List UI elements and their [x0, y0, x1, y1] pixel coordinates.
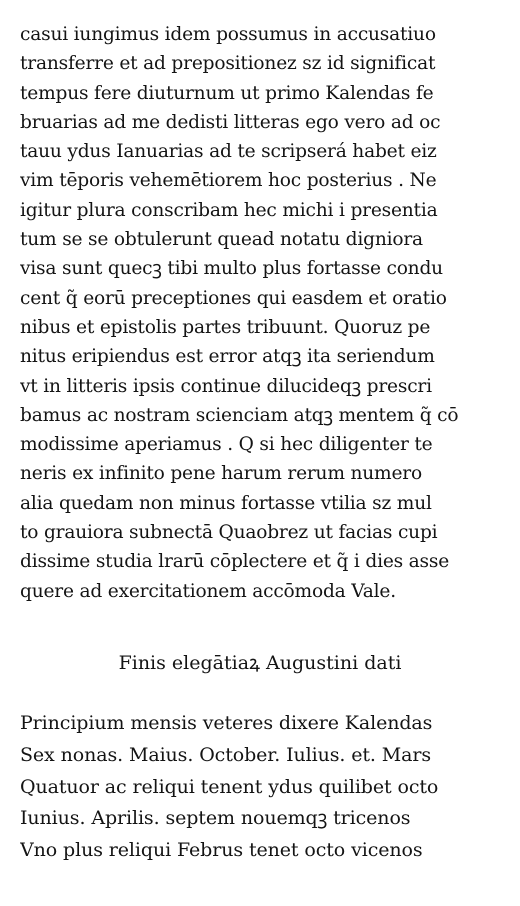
- text-line: vt in litteris ipsis continue dilucideqꝫ prescri: [20, 375, 432, 397]
- text-line: nitus eripiendus est error atqꝫ ita seriendum: [20, 346, 435, 368]
- text-line: transferre et ad prepositionez sz id significat: [20, 53, 436, 75]
- verse-line: Principium mensis veteres dixere Kalendas: [20, 712, 433, 734]
- text-line: bruarias ad me dedisti litteras ego vero ad oc: [20, 111, 441, 133]
- text-line: bamus ac nostram scienciam atqꝫ mentem q̃ cō: [20, 404, 459, 426]
- text-line: vim tēporis vehemētiorem hoc posterius . Ne: [20, 170, 437, 192]
- body-text: [20, 20, 500, 606]
- colophon-heading: Finis elegātiaꝝ Augustini dati: [118, 652, 402, 674]
- text-line: tauu ydus Ianuarias ad te scripserá habet eiz: [20, 141, 437, 163]
- verse-line: Quatuor ac reliqui tenent ydus quilibet octo: [20, 775, 439, 798]
- verse-line: Vno plus reliqui Februs tenet octo vicenos: [20, 839, 423, 862]
- text-line: quere ad exercitationem accōmoda Vale.: [20, 580, 396, 602]
- text-line: visa sunt quecꝫ tibi multo plus fortasse condu: [20, 258, 443, 280]
- verse-line: Sex nonas. Maius. October. Iulius. et. Mars: [20, 743, 432, 766]
- verse-block: [20, 708, 500, 867]
- text-line: casui iungimus idem possumus in accusatiuo: [20, 24, 436, 45]
- text-line: igitur plura conscribam hec michi i presentia: [20, 199, 438, 221]
- verse-line: Iunius. Aprilis. septem nouemqꝫ tricenos: [20, 807, 411, 830]
- text-line: tum se se obtulerunt quead notatu digniora: [20, 229, 423, 251]
- text-line: alia quedam non minus fortasse vtilia sz mul: [20, 492, 432, 514]
- text-line: tempus fere diuturnum ut primo Kalendas fe: [20, 82, 434, 104]
- text-line: cent q̃ eorū preceptiones qui easdem et oratio: [20, 287, 447, 309]
- text-line: nibus et epistolis partes tribuunt. Quoruz pe: [20, 316, 431, 338]
- text-line: neris ex infinito pene harum rerum numero: [20, 463, 422, 485]
- text-line: dissime studia lrarū cōplectere et q̃ i dies asse: [20, 551, 450, 573]
- text-line: modissime aperiamus . Q si hec diligenter te: [20, 434, 433, 456]
- text-line: to grauiora subnectā Quaobrez ut facias cupi: [20, 522, 438, 544]
